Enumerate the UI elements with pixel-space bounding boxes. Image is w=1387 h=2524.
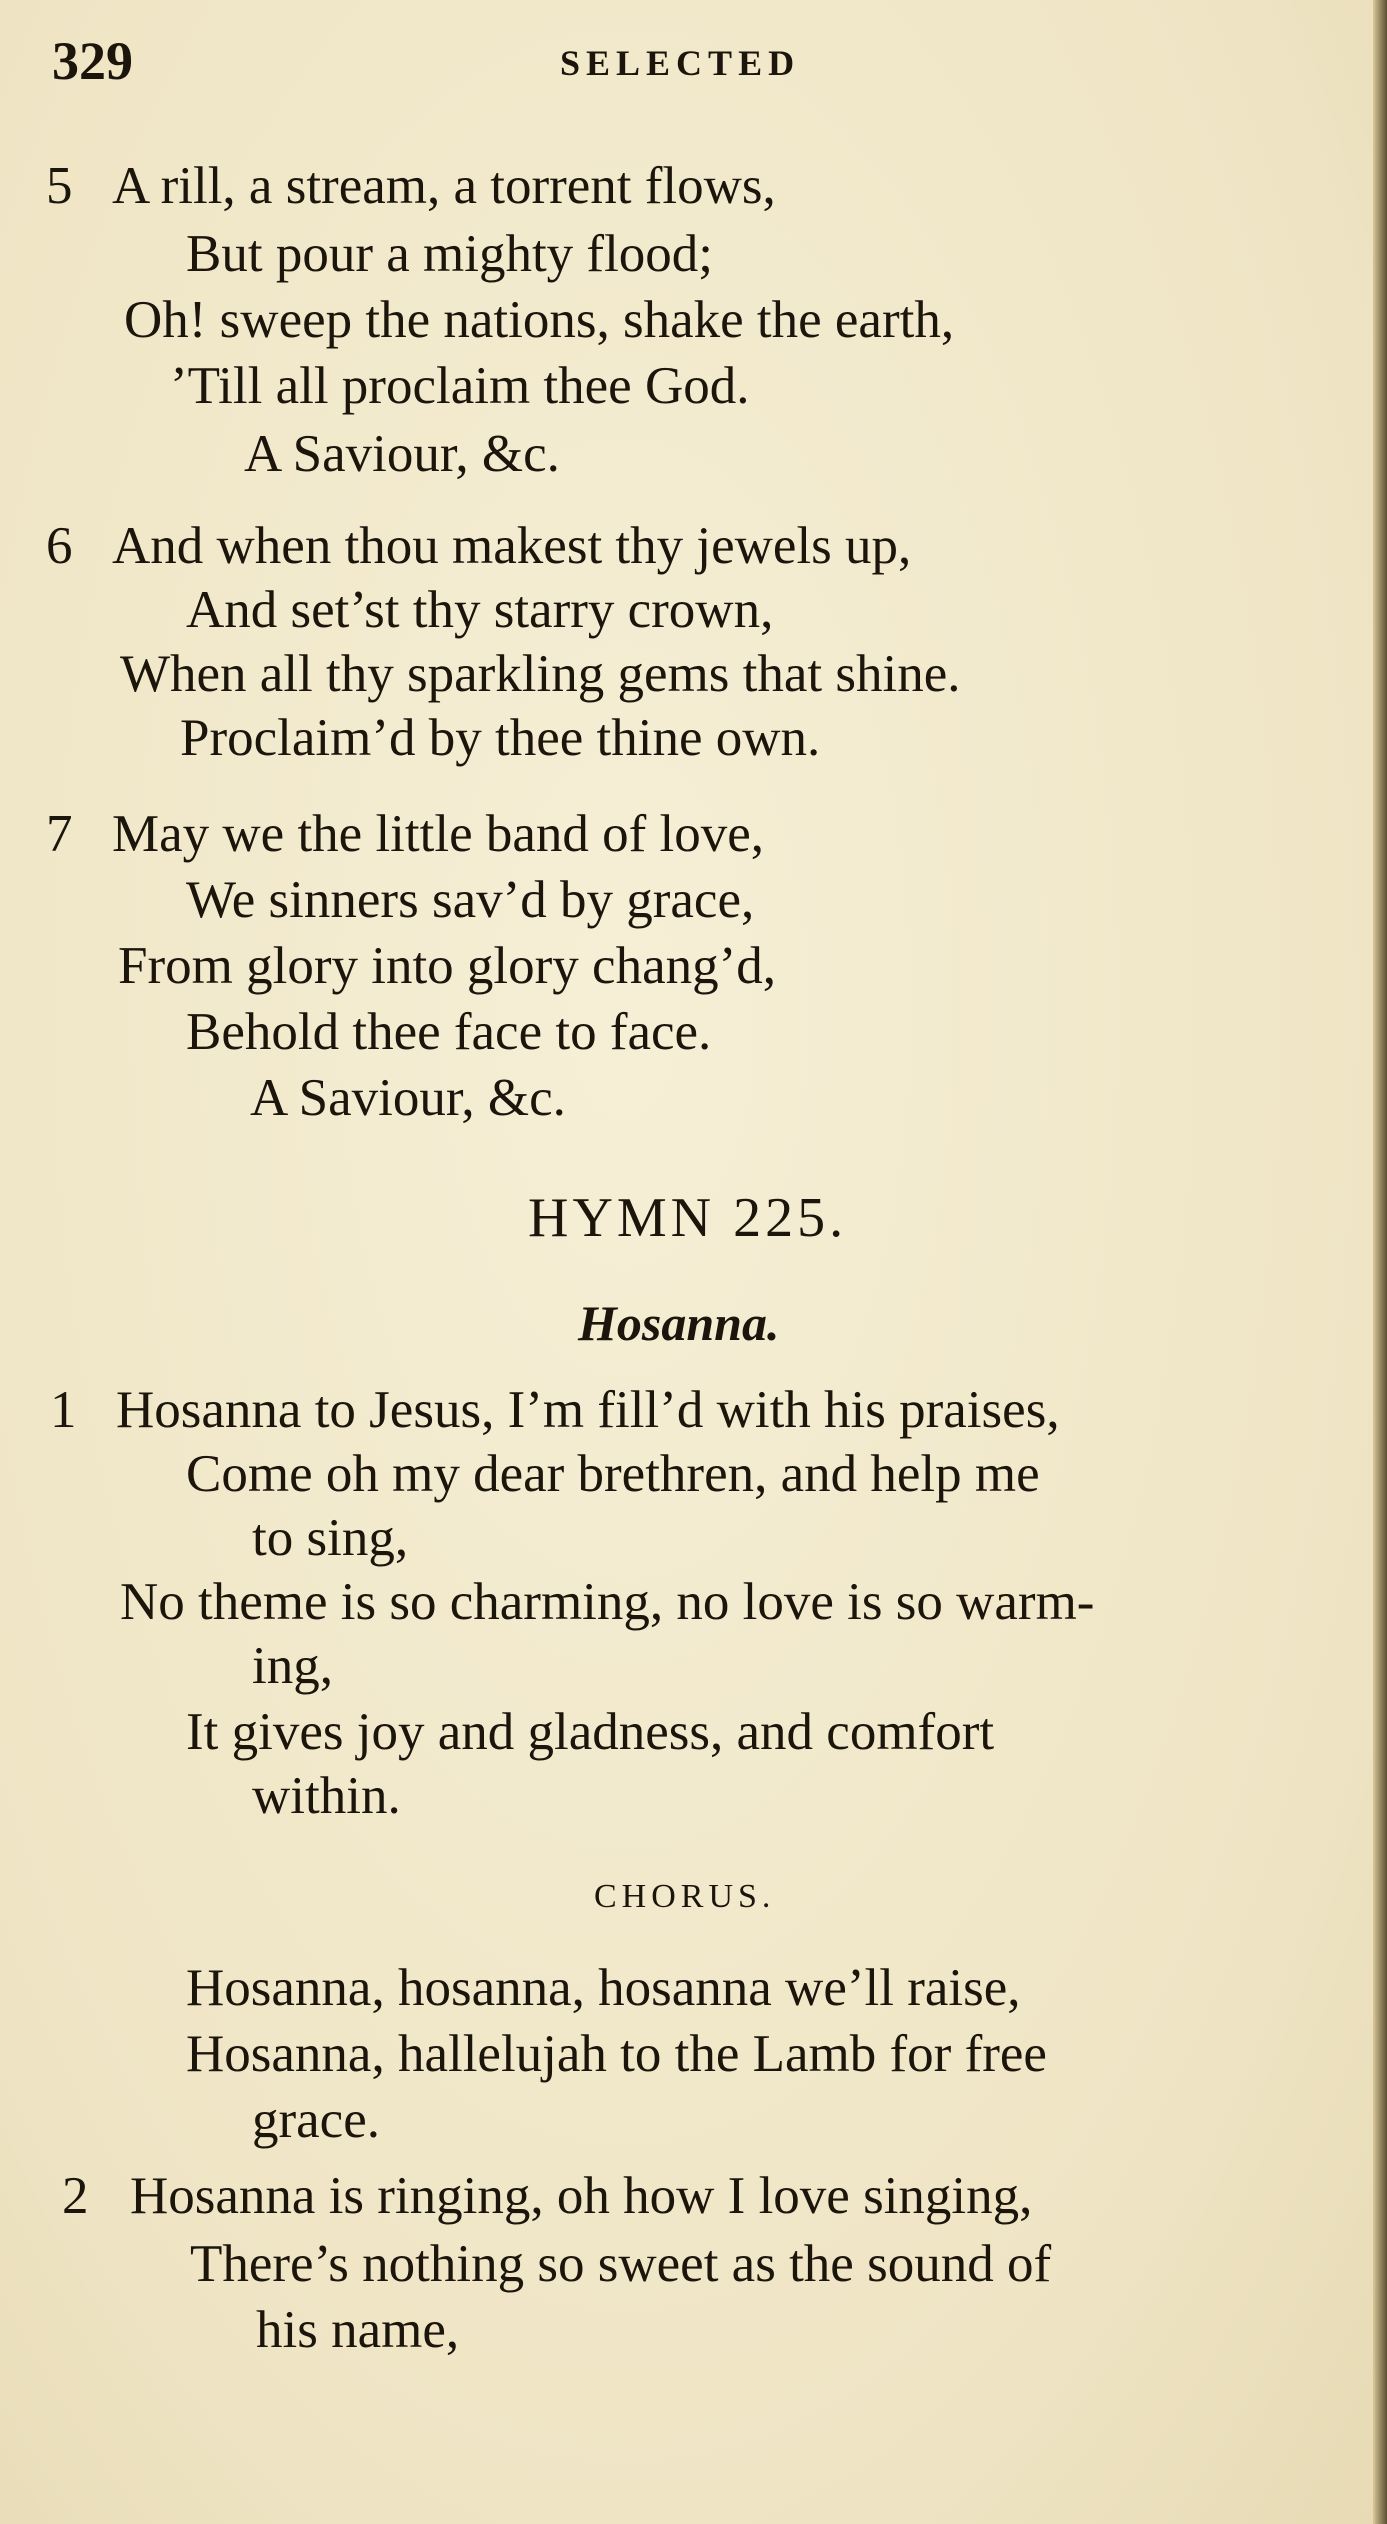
- verse-line: Oh! sweep the nations, shake the earth,: [124, 291, 955, 349]
- hymn-title: HYMN 225.: [528, 1187, 848, 1249]
- running-head: [0, 30, 1387, 100]
- verse-line: ’Till all proclaim thee God.: [170, 357, 750, 415]
- verse-line: It gives joy and gladness, and comfort: [186, 1703, 995, 1761]
- verse-line: Come oh my dear brethren, and help me: [186, 1445, 1040, 1503]
- page-edge-shadow: [1373, 0, 1387, 2524]
- stanza-number: 1: [50, 1381, 77, 1439]
- verse-line: There’s nothing so sweet as the sound of: [190, 2235, 1052, 2293]
- verse-line: And when thou makest thy jewels up,: [112, 517, 912, 575]
- verse-line: From glory into glory chang’d,: [118, 937, 776, 995]
- running-title: SELECTED: [560, 43, 801, 83]
- stanza-number: 5: [46, 157, 73, 215]
- stanza-number: 2: [62, 2167, 89, 2225]
- verse-line: A Saviour, &c.: [250, 1069, 566, 1127]
- chorus-line: Hosanna, hosanna, hosanna we’ll raise,: [186, 1959, 1021, 2017]
- verse-line: Hosanna is ringing, oh how I love singing,: [130, 2167, 1033, 2225]
- verse-line: ing,: [252, 1637, 333, 1695]
- stanza-number: 6: [46, 517, 73, 575]
- verse-line: And set’st thy starry crown,: [186, 581, 774, 639]
- verse-line: A rill, a stream, a torrent flows,: [112, 157, 776, 215]
- verse-line: Behold thee face to face.: [186, 1003, 712, 1061]
- verse-line: to sing,: [252, 1509, 409, 1567]
- chorus-line: Hosanna, hallelujah to the Lamb for free: [186, 2025, 1047, 2083]
- verse-line: We sinners sav’d by grace,: [186, 871, 755, 929]
- stanza-number: 7: [46, 805, 73, 863]
- verse-line: A Saviour, &c.: [244, 425, 560, 483]
- hymn-subtitle: Hosanna.: [578, 1295, 780, 1351]
- chorus-line: grace.: [252, 2091, 380, 2149]
- verse-line: Hosanna to Jesus, I’m fill’d with his praises,: [116, 1381, 1060, 1439]
- verse-line: No theme is so charming, no love is so warm-: [120, 1573, 1095, 1631]
- chorus-label: CHORUS.: [594, 1878, 776, 1915]
- verse-line: Proclaim’d by thee thine own.: [180, 709, 821, 767]
- verse-line: within.: [252, 1767, 401, 1825]
- verse-line: But pour a mighty flood;: [186, 225, 714, 283]
- verse-line: When all thy sparkling gems that shine.: [120, 645, 961, 703]
- verse-line: May we the little band of love,: [112, 805, 765, 863]
- page-number: 329: [52, 31, 133, 91]
- verse-line: his name,: [256, 2301, 460, 2359]
